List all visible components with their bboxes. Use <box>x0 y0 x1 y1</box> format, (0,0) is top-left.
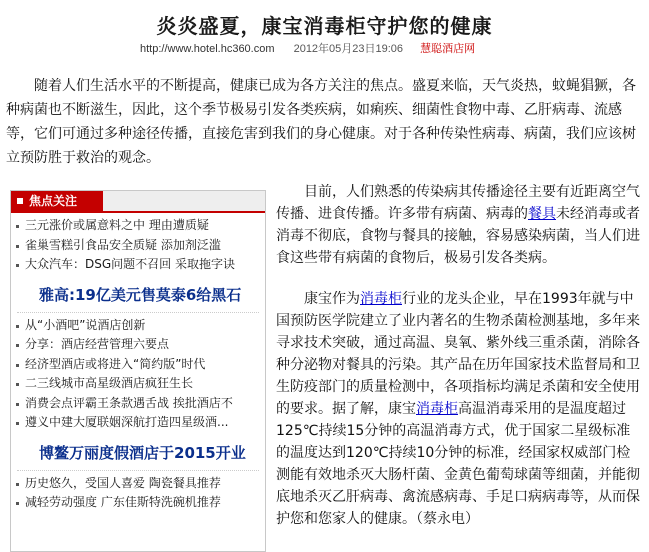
bullet-dot-icon <box>16 344 19 347</box>
paragraph-text: 高温消毒采用的是温度超过125℃持续15分钟的高温消毒方式，优于国家二星级标准的温度达到120℃持续10分钟的标准，经国家权威部门检测能有效地杀灭大肠杆菌、金黄色葡萄球菌等细菌，并能彻底地杀灭乙肝病毒、禽流感病毒、手足口病病毒等，从而保护您和您家人的健康。（蔡永电） <box>276 401 640 527</box>
sidebar-news-list-3 <box>11 474 265 513</box>
bullet-dot-icon <box>16 364 19 367</box>
article-meta <box>140 40 475 56</box>
divider <box>17 312 259 313</box>
bullet-dot-icon <box>16 502 19 505</box>
sidebar-headline-1[interactable]: 雅高:19亿美元售莫泰6给黑石 <box>39 285 242 304</box>
body-paragraph-2 <box>276 181 642 269</box>
sidebar-news-item[interactable] <box>15 394 265 414</box>
sidebar-news-item[interactable] <box>15 493 265 513</box>
article-url[interactable]: http://www.hotel.hc360.com <box>140 43 275 55</box>
article-date: 2012年05月23日19:06 <box>293 43 404 55</box>
square-bullet-icon <box>17 198 23 204</box>
news-link[interactable]: 减轻劳动强度 广东佳斯特洗碗机推荐 <box>25 495 221 509</box>
sidebar-news-item[interactable] <box>15 255 265 275</box>
bullet-dot-icon <box>16 264 19 267</box>
bullet-dot-icon <box>16 403 19 406</box>
body-paragraph-3 <box>276 288 642 530</box>
news-link[interactable]: 遵义中建大厦联姻深航打造四星级酒... <box>25 415 229 429</box>
sidebar-header-label: 焦点关注 <box>29 194 78 208</box>
sidebar-news-item[interactable] <box>15 474 265 494</box>
news-link[interactable]: 从“小酒吧”说酒店创新 <box>25 317 146 332</box>
paragraph-text: 康宝作为 <box>304 291 360 307</box>
article-source[interactable]: 慧聪酒店网 <box>420 43 476 55</box>
paragraph-text: 未经消毒或者消毒不彻底，食物与餐具的接触，容易感染病菌，当人们进食这些带有病菌的食物后，极易引发各类病。 <box>276 206 640 266</box>
news-link[interactable]: 雀巢雪糕引食品安全质疑 添加剂泛滥 <box>25 237 221 252</box>
sidebar-news-item[interactable] <box>15 216 265 236</box>
news-link[interactable]: 二三线城市高星级酒店疯狂生长 <box>25 376 194 390</box>
divider <box>17 470 259 471</box>
sidebar-news-item[interactable] <box>15 236 265 256</box>
bullet-dot-icon <box>16 325 19 328</box>
tableware-link[interactable]: 餐具 <box>528 206 556 222</box>
sidebar-header <box>11 191 265 213</box>
intro-paragraph: 随着人们生活水平的不断提高，健康已成为各方关注的焦点。盛夏来临，天气炎热，蚊蝇猖獗，各种病菌也不断滋生，因此，这个季节极易引发各类疾病，如痢疾、细菌性食物中毒、乙肝病毒、流感等，它们可通过多种途径传播，直接危害到我们的身心健康。对于各种传染性病毒、病菌，我们应该树立预防胜于救治的观念。 <box>6 78 636 166</box>
sidebar-news-item[interactable] <box>15 335 265 355</box>
focus-sidebar <box>10 190 266 552</box>
bullet-dot-icon <box>16 422 19 425</box>
news-link[interactable]: 分享：酒店经营管理六要点 <box>25 337 170 351</box>
disinfection-cabinet-link[interactable]: 消毒柜 <box>360 291 402 307</box>
sidebar-news-item[interactable] <box>15 413 265 433</box>
paragraph-text: 目前，人们熟悉的传染病其传播途径主要有近距离空气传播、进食传播。许多带有病菌、病毒的 <box>276 184 640 222</box>
disinfection-cabinet-link[interactable]: 消毒柜 <box>416 401 458 417</box>
sidebar-news-list-1 <box>11 216 265 275</box>
news-link[interactable]: 大众汽车：DSG问题不召回 采取拖字诀 <box>25 257 235 271</box>
sidebar-header-tab <box>11 191 103 211</box>
sidebar-news-item[interactable] <box>15 355 265 375</box>
news-link[interactable]: 消费会点评霸王条款遇舌战 挨批酒店不 <box>25 395 233 410</box>
sidebar-news-item[interactable] <box>15 374 265 394</box>
bullet-dot-icon <box>16 245 19 248</box>
sidebar-news-item[interactable] <box>15 316 265 336</box>
paragraph-text: 行业的龙头企业，早在1993年就与中国预防医学院建立了业内著名的生物杀菌检测基地，多年来寻求技术突破，通过高温、臭氧、紫外线三重杀菌，消除各种分泌物对餐具的污染。其产品在历年国家技术监督局和卫生防疫部门的质量检测中，各项指标均满足杀菌和安全使用的要求。据了解，康宝 <box>276 291 640 417</box>
news-link[interactable]: 历史悠久，受国人喜爱 陶瓷餐具推荐 <box>25 475 221 490</box>
sidebar-news-list-2 <box>11 316 265 433</box>
news-link[interactable]: 三元涨价或属意料之中 理由遭质疑 <box>25 218 209 232</box>
bullet-dot-icon <box>16 483 19 486</box>
bullet-dot-icon <box>16 383 19 386</box>
sidebar-headline-2[interactable]: 博鳌万丽度假酒店于2015开业 <box>39 443 246 462</box>
bullet-dot-icon <box>16 225 19 228</box>
news-link[interactable]: 经济型酒店或将进入“简约版”时代 <box>25 356 206 371</box>
article-title: 炎炎盛夏，康宝消毒柜守护您的健康 <box>156 14 493 38</box>
